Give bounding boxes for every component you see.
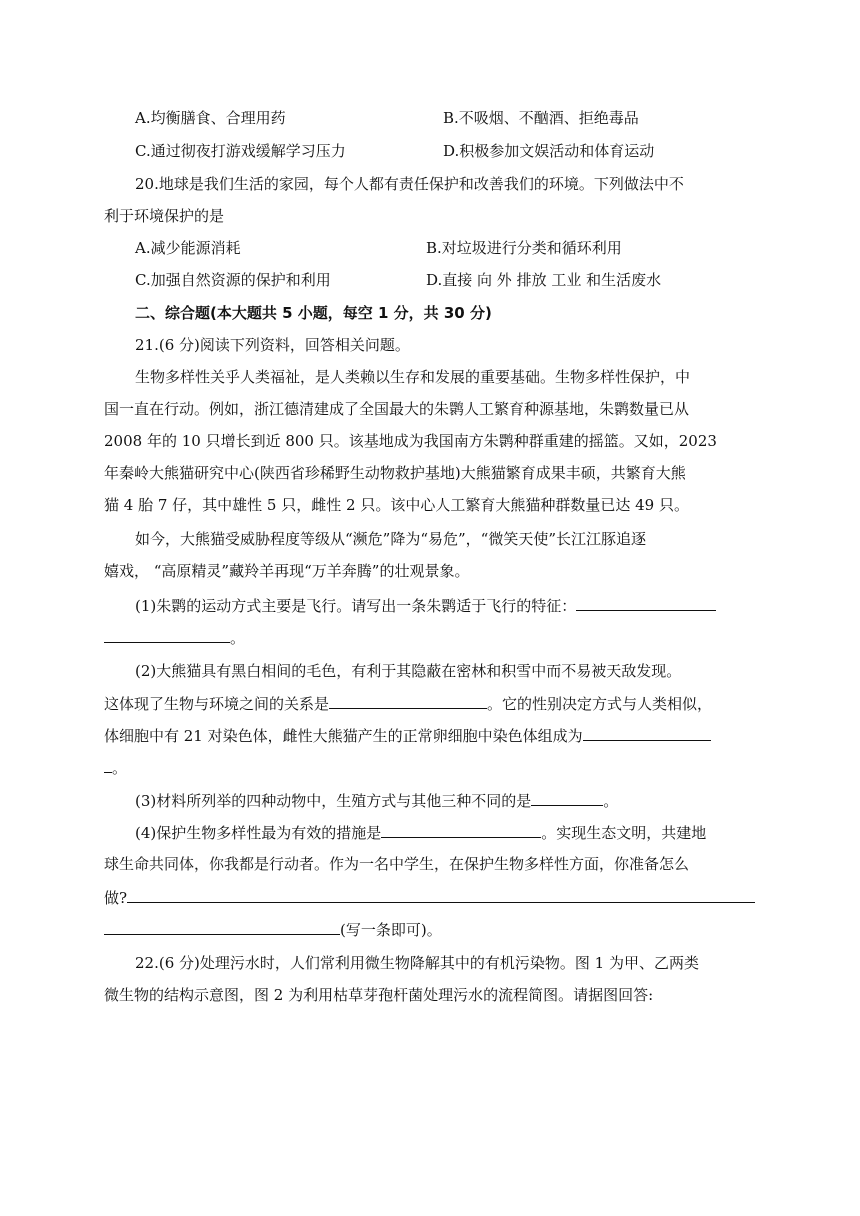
q21-intro: 21.(6 分)阅读下列资料，回答相关问题。 [135, 336, 410, 354]
q21-sub4-text-a: (4)保护生物多样性最为有效的措施是 [135, 824, 382, 842]
q21-para1-line3: 2008 年的 10 只增长到近 800 只。该基地成为我国南方朱鹮种群重建的摇篮。又如，2023 [104, 432, 717, 450]
q19-option-b: B.不吸烟、不酗酒、拒绝毒品 [443, 109, 639, 127]
q21-sub1-line1 [135, 594, 716, 617]
q21-sub2-line2 [104, 692, 712, 715]
answer-blank[interactable] [583, 724, 711, 741]
q22-line1: 22.(6 分)处理污水时，人们常利用微生物降解其中的有机污染物。图 1 为甲、乙两类 [135, 954, 699, 972]
q21-sub1-line2 [104, 626, 245, 649]
q20-option-b: B.对垃圾进行分类和循环利用 [426, 239, 622, 257]
q22-line2: 微生物的结构示意图，图 2 为利用枯草芽孢杆菌处理污水的流程简图。请据图回答: [104, 986, 654, 1004]
q21-para2-line1: 如今，大熊猫受威胁程度等级从“濒危”降为“易危”，“微笑天使”长江江豚追逐 [135, 530, 647, 548]
answer-blank[interactable] [104, 918, 340, 935]
q21-sub1-text: (1)朱鹮的运动方式主要是飞行。请写出一条朱鹮适于飞行的特征： [135, 597, 577, 615]
q21-para1-line2: 国一直在行动。例如，浙江德清建成了全国最大的朱鹮人工繁育种源基地，朱鹮数量已从 [104, 400, 690, 418]
q20-stem-line1: 20.地球是我们生活的家园，每个人都有责任保护和改善我们的环境。下列做法中不 [135, 175, 684, 193]
q21-para1-line1: 生物多样性关乎人类福祉，是人类赖以生存和发展的重要基础。生物多样性保护，中 [135, 368, 691, 386]
q21-sub4-line4 [104, 918, 442, 941]
q21-sub3-line [135, 789, 618, 812]
q21-para1-line5: 猫 4 胎 7 仔，其中雄性 5 只，雌性 2 只。该中心人工繁育大熊猫种群数量已达 49 只。 [104, 496, 689, 514]
q21-sub4-text-b: 。实现生态文明，共建地 [541, 824, 707, 842]
answer-blank[interactable] [329, 692, 487, 709]
q20-option-d: D.直接 向 外 排放 工业 和生活废水 [426, 271, 662, 289]
q19-option-a: A.均衡膳食、合理用药 [135, 109, 286, 127]
q20-option-c: C.加强自然资源的保护和利用 [135, 271, 331, 289]
section2-heading: 二、综合题(本大题共 5 小题，每空 1 分，共 30 分) [135, 304, 492, 322]
q21-sub4-line3 [104, 886, 755, 909]
q19-option-c: C.通过彻夜打游戏缓解学习压力 [135, 142, 346, 160]
q21-sub3-end: 。 [603, 792, 619, 810]
q21-sub2-text-a: 这体现了生物与环境之间的关系是 [104, 695, 330, 713]
q21-sub1-end: 。 [230, 629, 246, 647]
answer-blank[interactable] [104, 756, 112, 773]
answer-blank[interactable] [531, 789, 603, 806]
answer-blank[interactable] [104, 626, 230, 643]
q21-sub4-text-c: 做? [104, 889, 128, 907]
q21-sub4-line1 [135, 821, 706, 844]
answer-blank[interactable] [381, 821, 541, 838]
q21-sub2-line1: (2)大熊猫具有黑白相间的毛色，有利于其隐蔽在密林和积雪中而不易被天敌发现。 [135, 662, 682, 680]
q21-sub2-text-c: 体细胞中有 21 对染色体，雌性大熊猫产生的正常卵细胞中染色体组成为 [104, 727, 583, 745]
q21-sub2-line3 [104, 724, 711, 747]
q21-sub3-text: (3)材料所列举的四种动物中，生殖方式与其他三种不同的是 [135, 792, 532, 810]
q19-option-d: D.积极参加文娱活动和体育运动 [443, 142, 655, 160]
q21-sub2-text-b: 。它的性别决定方式与人类相似， [487, 695, 713, 713]
q20-stem-line2: 利于环境保护的是 [104, 207, 225, 225]
q21-sub4-end: (写一条即可)。 [340, 921, 442, 939]
answer-blank[interactable] [127, 886, 755, 903]
q21-sub4-line2: 球生命共同体，你我都是行动者。作为一名中学生，在保护生物多样性方面，你准备怎么 [104, 855, 690, 873]
answer-blank[interactable] [576, 594, 716, 611]
q21-para1-line4: 年秦岭大熊猫研究中心(陕西省珍稀野生动物救护基地)大熊猫繁育成果丰硕，共繁育大熊 [104, 464, 686, 482]
q21-sub2-line4 [104, 756, 127, 779]
q20-option-a: A.减少能源消耗 [135, 239, 241, 257]
q21-sub2-end: 。 [112, 759, 128, 777]
q21-para2-line2: 嬉戏， “高原精灵”藏羚羊再现“万羊奔腾”的壮观景象。 [104, 562, 470, 580]
